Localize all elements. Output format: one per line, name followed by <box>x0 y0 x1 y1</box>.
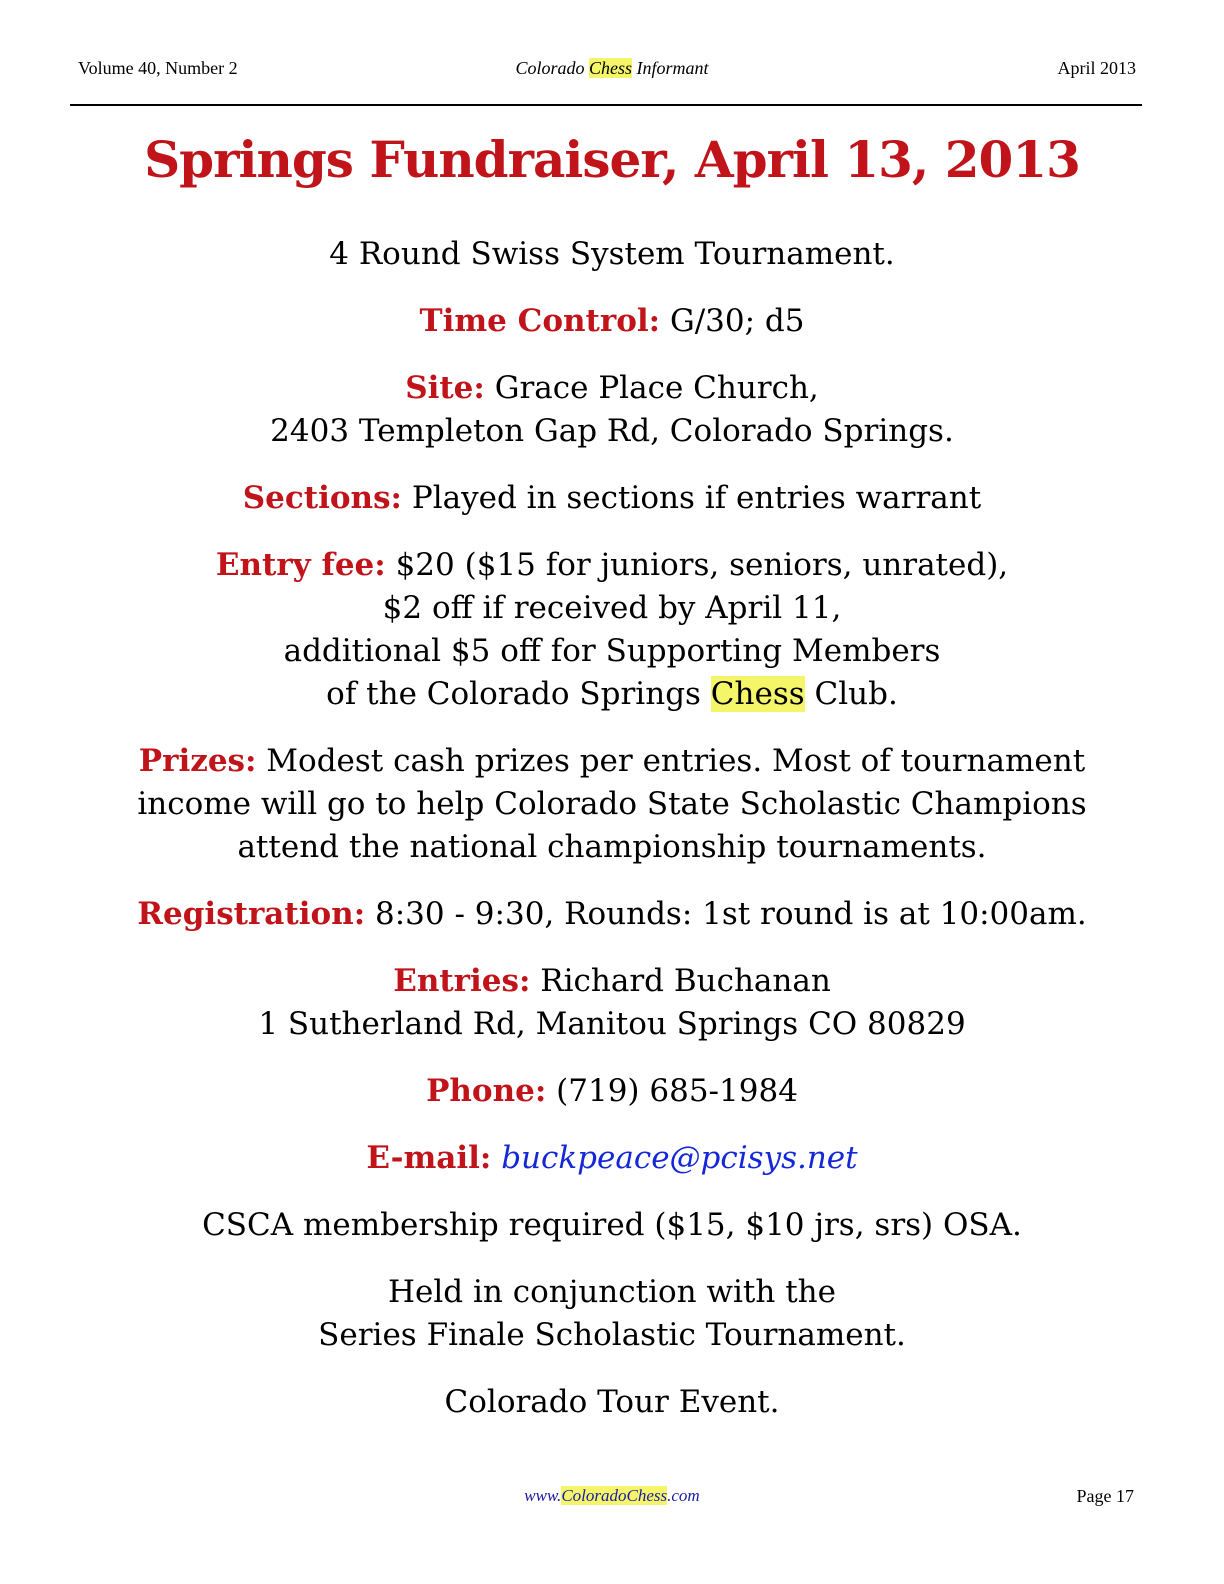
entry-fee: Entry fee: $20 ($15 for juniors, seniors, unrated), $2 off if received by April 11, additional $5 off for Supporting Members of the Colorado Springs Chess Club. <box>215 547 1009 712</box>
intro-text: 4 Round Swiss System Tournament. <box>329 236 895 272</box>
search-highlight: ColoradoChess <box>561 1486 668 1505</box>
membership-note: CSCA membership required ($15, $10 jrs, srs) OSA. <box>202 1207 1022 1243</box>
phone-label: Phone: <box>426 1073 547 1109</box>
time-control: Time Control: G/30; d5 <box>419 303 805 339</box>
search-highlight: Chess <box>589 58 633 78</box>
prizes: Prizes: Modest cash prizes per entries. Most of tournament income will go to help Colorado State Scholastic Champions attend the national championship tournaments. <box>137 743 1087 865</box>
prizes-label: Prizes: <box>138 743 257 779</box>
email-label: E-mail: <box>366 1140 492 1176</box>
website-link[interactable]: www.ColoradoChess.com <box>524 1486 700 1505</box>
email <box>40 1137 1184 1180</box>
header-rule <box>70 104 1142 106</box>
entries: Entries: Richard Buchanan 1 Sutherland Rd, Manitou Springs CO 80829 <box>258 963 966 1042</box>
tour-event: Colorado Tour Event. <box>444 1384 780 1420</box>
entry-fee-label: Entry fee: <box>215 547 386 583</box>
sections-label: Sections: <box>242 480 402 516</box>
search-highlight: Chess <box>710 676 805 712</box>
page-title: Springs Fundraiser, April 13, 2013 <box>144 130 1080 189</box>
volume-number: Volume 40, Number 2 <box>78 58 238 78</box>
tournament-details <box>40 233 1184 1448</box>
conjunction-note: Held in conjunction with the Series Finale Scholastic Tournament. <box>318 1274 906 1353</box>
time-control-label: Time Control: <box>419 303 661 339</box>
site-label: Site: <box>405 370 485 406</box>
email-link[interactable]: buckpeace@pcisys.net <box>501 1140 858 1176</box>
issue-date: April 2013 <box>1057 58 1136 78</box>
sections: Sections: Played in sections if entries warrant <box>242 480 982 516</box>
publication-name: Colorado Chess Informant <box>515 58 709 78</box>
phone: Phone: (719) 685-1984 <box>426 1073 798 1109</box>
entries-label: Entries: <box>393 963 531 999</box>
page-number: Page 17 <box>1076 1486 1134 1506</box>
site: Site: Grace Place Church, 2403 Templeton Gap Rd, Colorado Springs. <box>270 370 954 449</box>
registration: Registration: 8:30 - 9:30, Rounds: 1st round is at 10:00am. <box>137 896 1087 932</box>
registration-label: Registration: <box>137 896 366 932</box>
